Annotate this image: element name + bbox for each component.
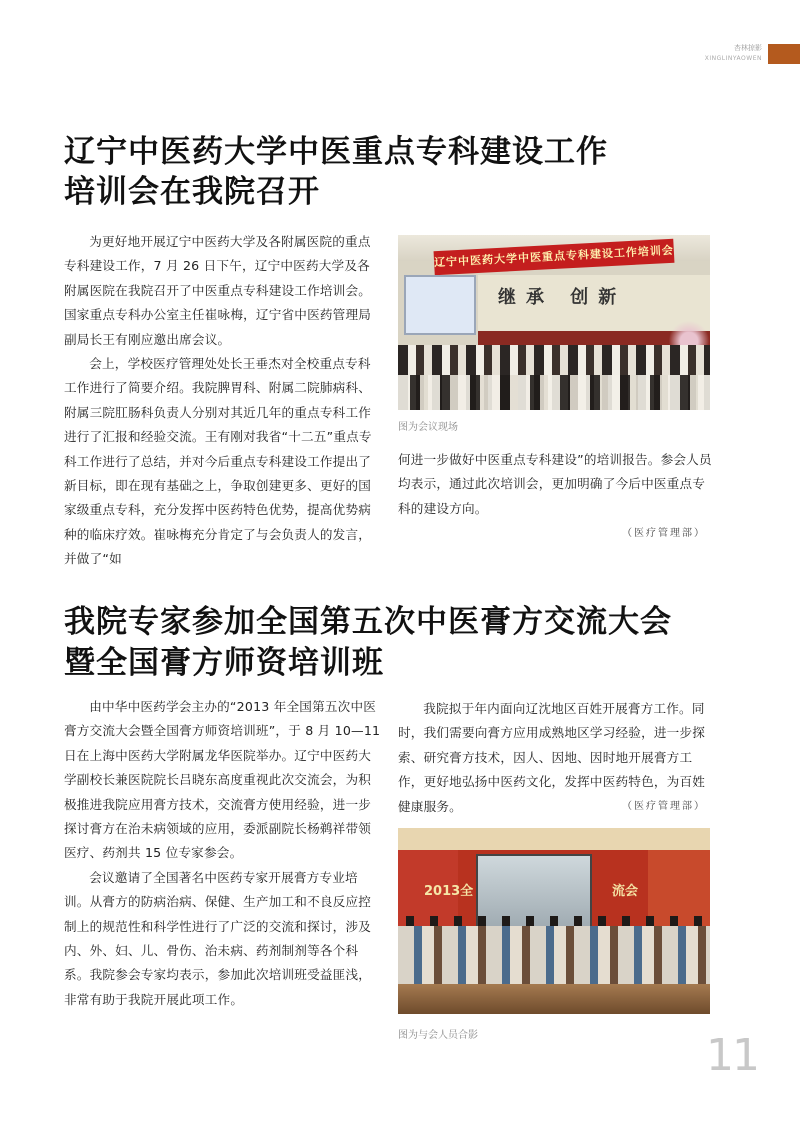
header-accent-bar — [768, 44, 800, 64]
article2-paragraph: 会议邀请了全国著名中医药专家开展膏方专业培训。从膏方的防病治病、保健、生产加工和不良反应控制上的规范性和科学性进行了广泛的交流和探讨，涉及内、外、妇、儿、骨伤、治未病、药剂制剂等各个科系。我院参会专家均表示，参加此次培训班受益匪浅，非常有助于我院开展此项工作。 — [64, 869, 372, 1007]
photo-banner: 辽宁中医药大学中医重点专科建设工作培训会 — [434, 239, 675, 276]
article2-title-line2: 暨全国膏方师资培训班 — [64, 645, 384, 681]
photo-projector-screen — [404, 275, 476, 335]
article2-group-photo — [398, 828, 710, 1014]
article2-signature: （医疗管理部） — [622, 801, 706, 812]
page-number: 11 — [706, 1030, 758, 1081]
photo-audience-front — [398, 375, 710, 410]
article1-right-column — [398, 448, 716, 521]
article1-photo-caption: 图为会议现场 — [398, 422, 458, 433]
article1-title-line1: 辽宁中医药大学中医重点专科建设工作 — [64, 134, 608, 170]
article2-left-column — [64, 695, 382, 1012]
article2-paragraph: 我院拟于年内面向辽沈地区百姓开展膏方工作。同时，我们需要向膏方应用成熟地区学习经验，进一步探索、研究膏方技术，因人、因地、因时地开展膏方工作，更好地弘扬中医药文化，发挥中医药特色，为百姓健康服务。 — [398, 701, 706, 814]
article1-left-column — [64, 230, 382, 572]
article1-paragraph: 何进一步做好中医重点专科建设”的培训报告。参会人员均表示，通过此次培训会，更加明确了今后中医重点专科的建设方向。 — [398, 452, 712, 516]
article2-title-line1: 我院专家参加全国第五次中医膏方交流大会 — [64, 604, 672, 640]
photo-group-people — [398, 926, 710, 986]
photo-backdrop-text-left: 2013全 — [424, 884, 474, 899]
article1-title — [64, 132, 608, 212]
article1-paragraph: 为更好地开展辽宁中医药大学及各附属医院的重点专科建设工作，7 月 26 日下午，辽宁中医药大学及各附属医院在我院召开了中医重点专科建设工作培训会。国家重点专科办公室主任崔咏梅，辽宁省中医药管理局副局长王有刚应邀出席会议。 — [64, 234, 372, 347]
article2-paragraph: 由中华中医药学会主办的“2013 年全国第五次中医膏方交流大会暨全国膏方师资培训班”，于 8 月 10—11 日在上海中医药大学附属龙华医院举办。辽宁中医药大学副校长兼医院院长吕晓东高度重视此次交流会，为积极推进我院应用膏方技术，交流膏方使用经验，进一步探讨膏方在治未病领域的应用，委派副院长杨鹈祥带领医疗、药剂共 15 位专家参会。 — [64, 699, 381, 861]
article2-photo-caption: 图为与会人员合影 — [398, 1030, 478, 1041]
article1-signature: （医疗管理部） — [622, 528, 706, 539]
photo-ceiling — [398, 828, 710, 850]
section-name: 杏林掠影 — [734, 44, 762, 52]
article2-title — [64, 602, 672, 684]
photo-floor — [398, 984, 710, 1014]
section-name-pinyin: XINGLINYAOWEN — [704, 55, 762, 62]
article1-meeting-photo — [398, 235, 710, 410]
photo-backdrop-text-right: 流会 — [612, 884, 639, 899]
article1-title-line2: 培训会在我院召开 — [64, 174, 320, 210]
article1-paragraph: 会上，学校医疗管理处处长王垂杰对全校重点专科工作进行了简要介绍。我院脾胃科、附属二院肺病科、附属三院肛肠科负责人分别对其近几年的重点专科工作进行了汇报和经验交流。王有刚对我省“十二五”重点专科工作进行了总结，并对今后重点专科建设工作提出了新目标，即在现有基础之上，争取创建更多、更好的国家级重点专科，充分发挥中医药特色优势，提高优势病种的临床疗效。崔咏梅充分肯定了与会负责人的发言，并做了“如 — [64, 356, 372, 567]
photo-calligraphy: 继承 创新 — [498, 287, 627, 308]
